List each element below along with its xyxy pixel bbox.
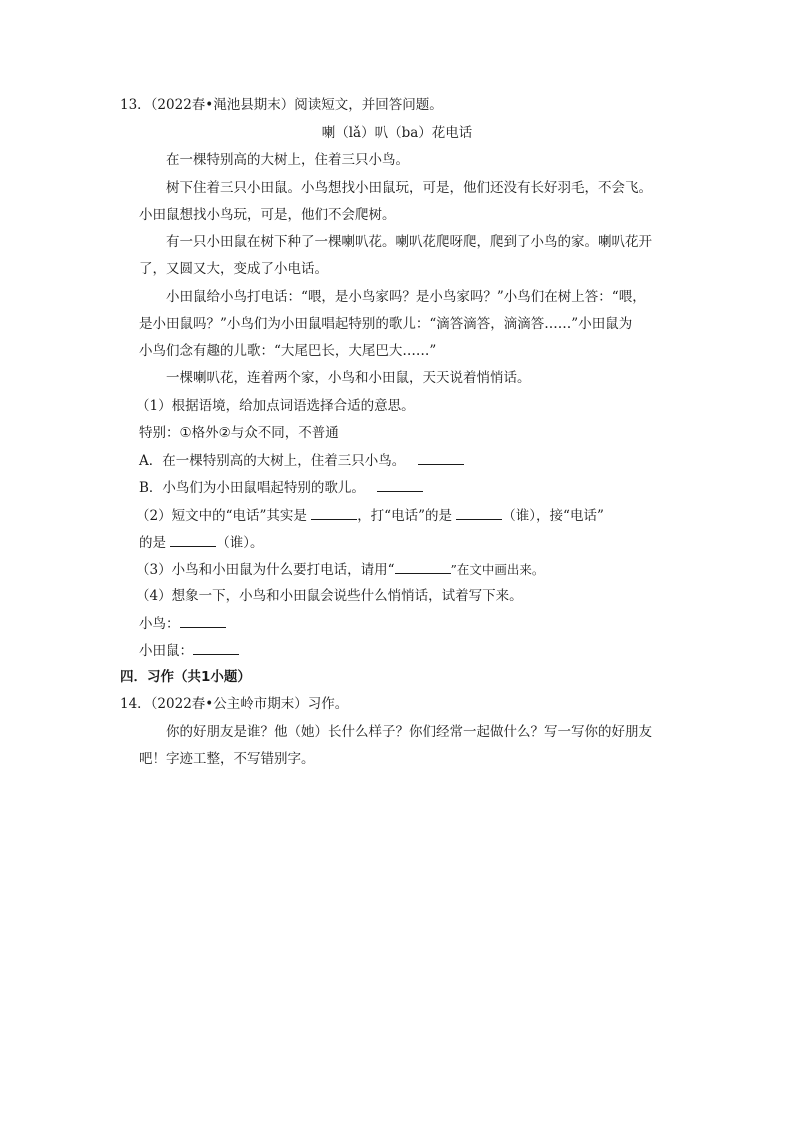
option-b <box>139 477 423 498</box>
mouse-answer <box>139 640 239 661</box>
passage-paragraph-4-line-2: 是小田鼠吗？”小鸟们为小田鼠唱起特别的歌儿：“滴答滴答，滴滴答……”小田鼠为 <box>139 316 633 332</box>
sub-question-3-part-2: ”在文中画出来。 <box>450 562 545 577</box>
passage-paragraph-1: 在一棵特别高的大树上，住着三只小鸟。 <box>166 152 409 168</box>
sub-question-2-part-4: 的是 <box>139 535 171 551</box>
sub-question-2-continued <box>139 532 264 553</box>
question-14-header: 14．（2022春•公主岭市期末）习作。 <box>120 696 349 712</box>
passage-paragraph-3-line-1: 有一只小田鼠在树下种了一棵喇叭花。喇叭花爬呀爬，爬到了小鸟的家。喇叭花开 <box>166 234 652 250</box>
word-meanings-text: 特别：①格外②与众不同，不普通 <box>139 425 339 441</box>
question-14-line-1: 你的好朋友是谁？他（她）长什么样子？你们经常一起做什么？写一写你的好朋友 <box>166 724 652 740</box>
passage-paragraph-4-line-1: 小田鼠给小鸟打电话：“喂，是小鸟家吗？是小鸟家吗？”小鸟们在树上答：“喂， <box>166 289 646 305</box>
sub-question-2 <box>136 505 604 526</box>
word-meanings <box>139 423 339 443</box>
option-a <box>139 450 464 471</box>
receiver-answer-blank[interactable] <box>170 532 216 547</box>
sub-question-2-part-3: （谁），接“电话” <box>502 508 604 524</box>
sub-question-2-part-1: （2）短文中的“电话”其实是 <box>136 508 312 524</box>
underline-mark-blank <box>395 559 451 574</box>
telephone-answer-blank[interactable] <box>311 505 357 520</box>
option-a-text: A．在一棵特别高的大树上，住着三只小鸟。 <box>139 453 406 469</box>
sub-question-2-part-2: ，打“电话”的是 <box>357 508 457 524</box>
option-b-answer-blank[interactable] <box>377 477 423 492</box>
passage-paragraph-3-line-2: 了，又圆又大，变成了小电话。 <box>139 261 328 277</box>
caller-answer-blank[interactable] <box>456 505 502 520</box>
section-4-heading: 四．习作（共1小题） <box>120 669 251 685</box>
passage-paragraph-2-line-1: 树下住着三只小田鼠。小鸟想找小田鼠玩，可是，他们还没有长好羽毛，不会飞。 <box>166 180 652 196</box>
option-a-answer-blank[interactable] <box>418 450 464 465</box>
sub-question-2-part-5: （谁）。 <box>216 535 264 551</box>
sub-question-3-part-1: （3）小鸟和小田鼠为什么要打电话，请用“ <box>136 562 395 578</box>
bird-label: 小鸟： <box>139 616 180 632</box>
passage-paragraph-4-line-3: 小鸟们念有趣的儿歌：“大尾巴长，大尾巴大……” <box>139 343 437 359</box>
passage-title: 喇（lǎ）叭（ba）花电话 <box>321 125 473 141</box>
option-b-text: B．小鸟们为小田鼠唱起特别的歌儿。 <box>139 480 365 496</box>
sub-question-3 <box>136 559 544 580</box>
question-14-line-2: 吧！字迹工整，不写错别字。 <box>139 751 315 767</box>
passage-paragraph-5: 一棵喇叭花，连着两个家，小鸟和小田鼠，天天说着悄悄话。 <box>166 370 531 386</box>
sub-question-4-prompt: （4）想象一下，小鸟和小田鼠会说些什么悄悄话，试着写下来。 <box>136 588 523 604</box>
question-13-header: 13．（2022春•渑池县期末）阅读短文，并回答问题。 <box>120 97 443 113</box>
passage-paragraph-2-line-2: 小田鼠想找小鸟玩，可是，他们不会爬树。 <box>139 207 396 223</box>
mouse-label: 小田鼠： <box>139 643 193 659</box>
bird-answer <box>139 613 226 634</box>
bird-answer-blank[interactable] <box>180 613 226 628</box>
mouse-answer-blank[interactable] <box>193 640 239 655</box>
sub-question-1-prompt: （1）根据语境，给加点词语选择合适的意思。 <box>136 398 415 414</box>
